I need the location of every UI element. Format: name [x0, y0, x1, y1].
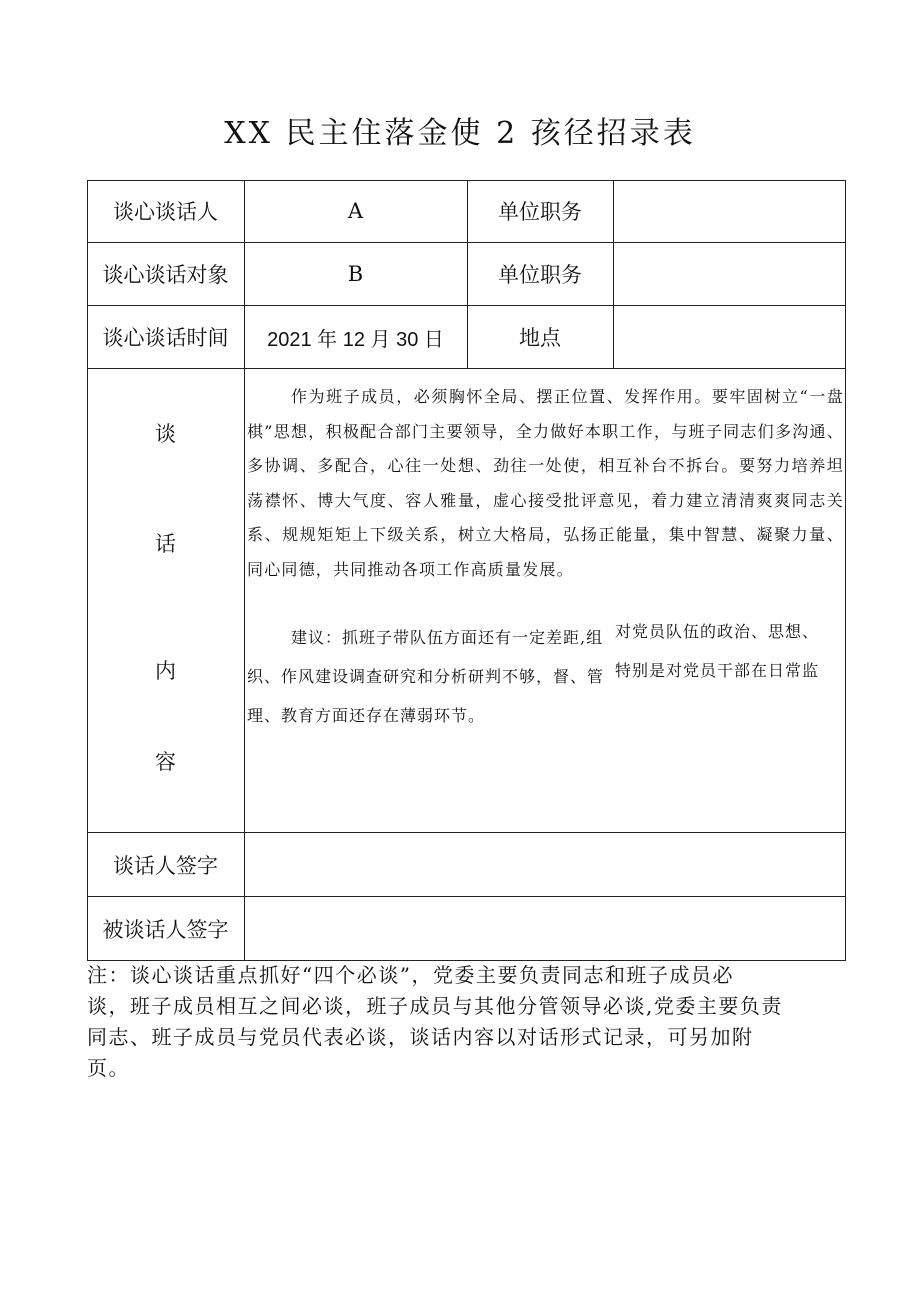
document-title: XX 民主住落金使 2 孩径招录表: [224, 116, 696, 151]
footnote-line: 谈，班子成员相互之间必谈，班子成员与其他分管领导必谈,党委主要负责: [87, 994, 783, 1018]
place-value[interactable]: [613, 306, 845, 368]
table-border-right: [845, 180, 846, 961]
talker-position-value[interactable]: [613, 180, 845, 242]
target-value[interactable]: B: [347, 262, 364, 286]
footnote-line: 注：谈心谈话重点抓好“四个必谈”，党委主要负责同志和班子成员必: [87, 963, 734, 987]
content-paragraph[interactable]: 作为班子成员，必须胸怀全局、摆正位置、发挥作用。要牢固树立“一盘棋”思想，积极配合部门主要领导，全力做好本职工作，与班子同志们多沟通、多协调、多配合，心往一处想、劲往一处使，相互补台不拆台。要努力培养坦荡襟怀、博大气度、容人雅量，虚心接受批评意见，着力建立清清爽爽同志关系、规规矩矩上下级关系，树立大格局，弘扬正能量，集中智慧、凝聚力量、同心同德，共同推动各项工作高质量发展。: [247, 387, 844, 579]
content-label-char: 谈: [155, 422, 176, 446]
suggestion-line: 建议：抓班子带队伍方面还有一定差距,组: [291, 628, 604, 647]
suggestion-text[interactable]: [247, 618, 617, 735]
suggestion-line: 特别是对党员干部在日常监: [615, 661, 820, 680]
time-label: 谈心谈话时间: [102, 326, 229, 350]
time-value[interactable]: 2021 年 12 月 30 日: [267, 328, 444, 351]
footnote: [87, 960, 847, 1084]
target-position-label: 单位职务: [498, 263, 582, 287]
target-label: 谈心谈话对象: [102, 263, 229, 287]
talker-label: 谈心谈话人: [113, 200, 218, 224]
target-position-value[interactable]: [613, 243, 845, 305]
talker-sign-label: 谈话人签字: [113, 853, 218, 878]
suggestion-line: 织、作风建设调查研究和分析研判不够，督、管: [247, 667, 605, 686]
content-label-char: 容: [155, 750, 176, 774]
target-sign-label: 被谈话人签字: [102, 917, 229, 942]
content-label-char: 内: [155, 659, 176, 683]
talk-record-form: [87, 180, 846, 961]
footnote-line: 页。: [87, 1056, 130, 1080]
footnote-line: 同志、班子成员与党员代表必谈，谈话内容以对话形式记录，可另加附: [87, 1025, 754, 1049]
talker-sign-field[interactable]: [244, 833, 845, 896]
suggestion-line: 理、教育方面还存在薄弱环节。: [247, 706, 486, 725]
content-label-char: 话: [155, 532, 176, 556]
target-sign-field[interactable]: [244, 897, 845, 960]
place-label: 地点: [519, 326, 561, 350]
talker-value[interactable]: A: [347, 199, 364, 223]
suggestion-text-overlay[interactable]: [615, 612, 845, 690]
suggestion-line: 对党员队伍的政治、思想、: [615, 622, 820, 641]
talker-position-label: 单位职务: [498, 200, 582, 224]
